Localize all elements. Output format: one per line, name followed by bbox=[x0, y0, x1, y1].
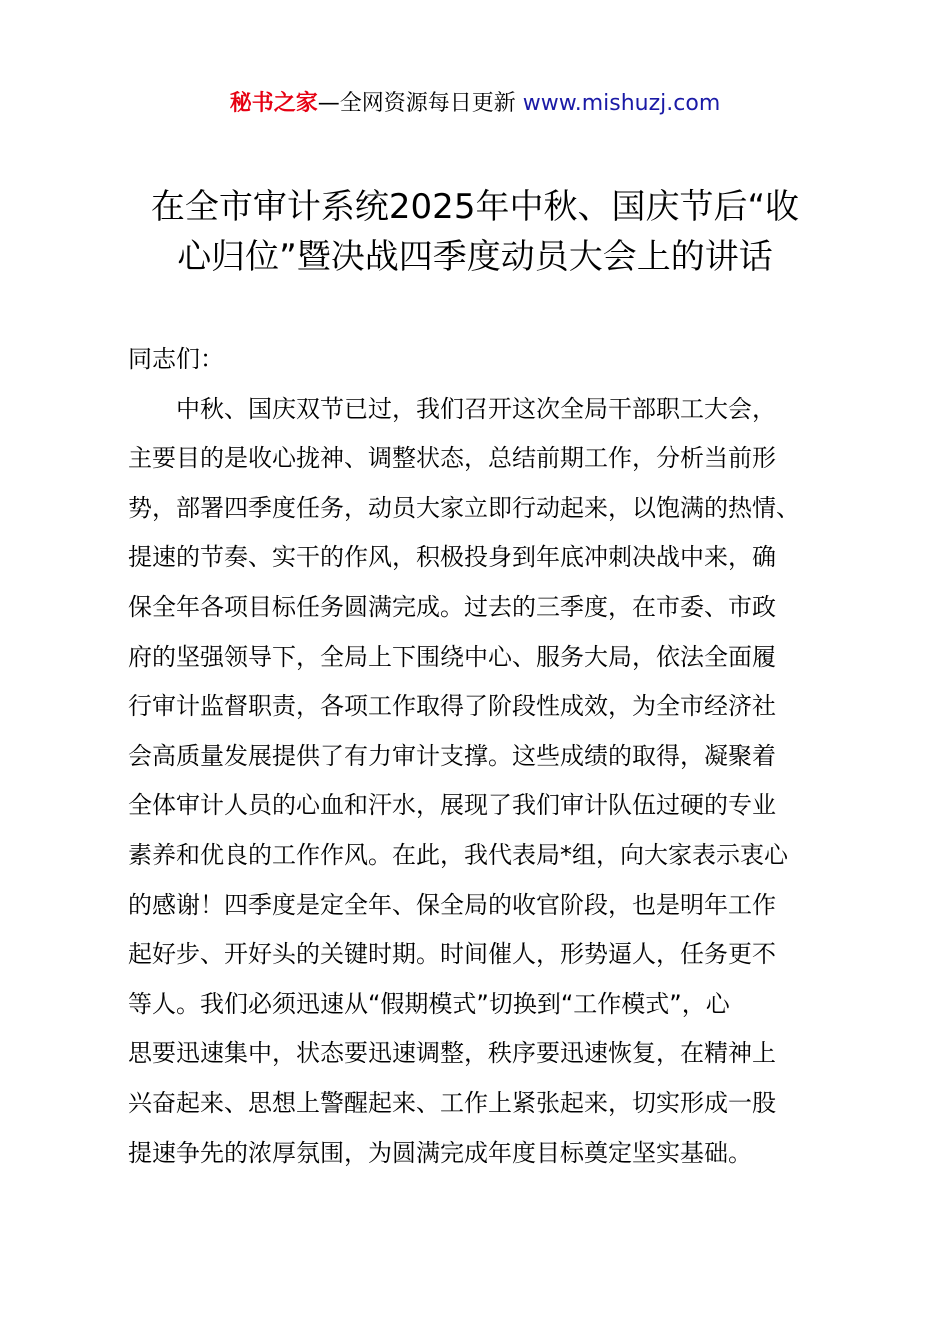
salutation: 同志们： bbox=[128, 345, 224, 373]
document-body bbox=[128, 335, 848, 1178]
title-line-2: 心归位”暨决战四季度动员大会上的讲话 bbox=[177, 237, 773, 277]
brand-name: 秘书之家 bbox=[229, 91, 318, 116]
site-header bbox=[0, 86, 950, 122]
header-tagline: —全网资源每日更新 bbox=[317, 91, 516, 116]
site-url-link[interactable]: www.mishuzj.com bbox=[522, 91, 721, 116]
paragraph-line: 府的坚强领导下，全局上下围绕中心、服务大局，依法全面履 bbox=[128, 642, 776, 671]
paragraph-line: 兴奋起来、思想上警醒起来、工作上紧张起来，切实形成一股 bbox=[128, 1088, 776, 1117]
paragraph-line: 行审计监督职责，各项工作取得了阶段性成效，为全市经济社 bbox=[128, 692, 776, 721]
paragraph-line: 保全年各项目标任务圆满完成。过去的三季度，在市委、市政 bbox=[128, 592, 776, 621]
paragraph-line: 中秋、国庆双节已过，我们召开这次全局干部职工大会， bbox=[176, 394, 776, 423]
paragraph-line: 等人。我们必须迅速从“假期模式”切换到“工作模式”，心 bbox=[128, 989, 730, 1018]
paragraph-line: 的感谢！四季度是定全年、保全局的收官阶段，也是明年工作 bbox=[128, 890, 776, 919]
document-title bbox=[110, 182, 840, 282]
paragraph-line: 提速争先的浓厚氛围，为圆满完成年度目标奠定坚实基础。 bbox=[128, 1138, 752, 1167]
paragraph-line: 思要迅速集中，状态要迅速调整，秩序要迅速恢复，在精神上 bbox=[128, 1039, 776, 1068]
body-paragraph bbox=[128, 385, 848, 1179]
paragraph-line: 势，部署四季度任务，动员大家立即行动起来，以饱满的热情、 bbox=[128, 493, 800, 522]
paragraph-line: 会高质量发展提供了有力审计支撑。这些成绩的取得，凝聚着 bbox=[128, 741, 776, 770]
paragraph-line: 主要目的是收心拢神、调整状态，总结前期工作，分析当前形 bbox=[128, 444, 776, 473]
title-line-1: 在全市审计系统2025年中秋、国庆节后“收 bbox=[150, 187, 800, 227]
paragraph-line: 起好步、开好头的关键时期。时间催人，形势逼人，任务更不 bbox=[128, 940, 776, 969]
paragraph-line: 素养和优良的工作作风。在此，我代表局*组，向大家表示衷心 bbox=[128, 840, 788, 869]
paragraph-line: 提速的节奏、实干的作风，积极投身到年底冲刺决战中来，确 bbox=[128, 543, 776, 572]
paragraph-line: 全体审计人员的心血和汗水，展现了我们审计队伍过硬的专业 bbox=[128, 791, 776, 820]
